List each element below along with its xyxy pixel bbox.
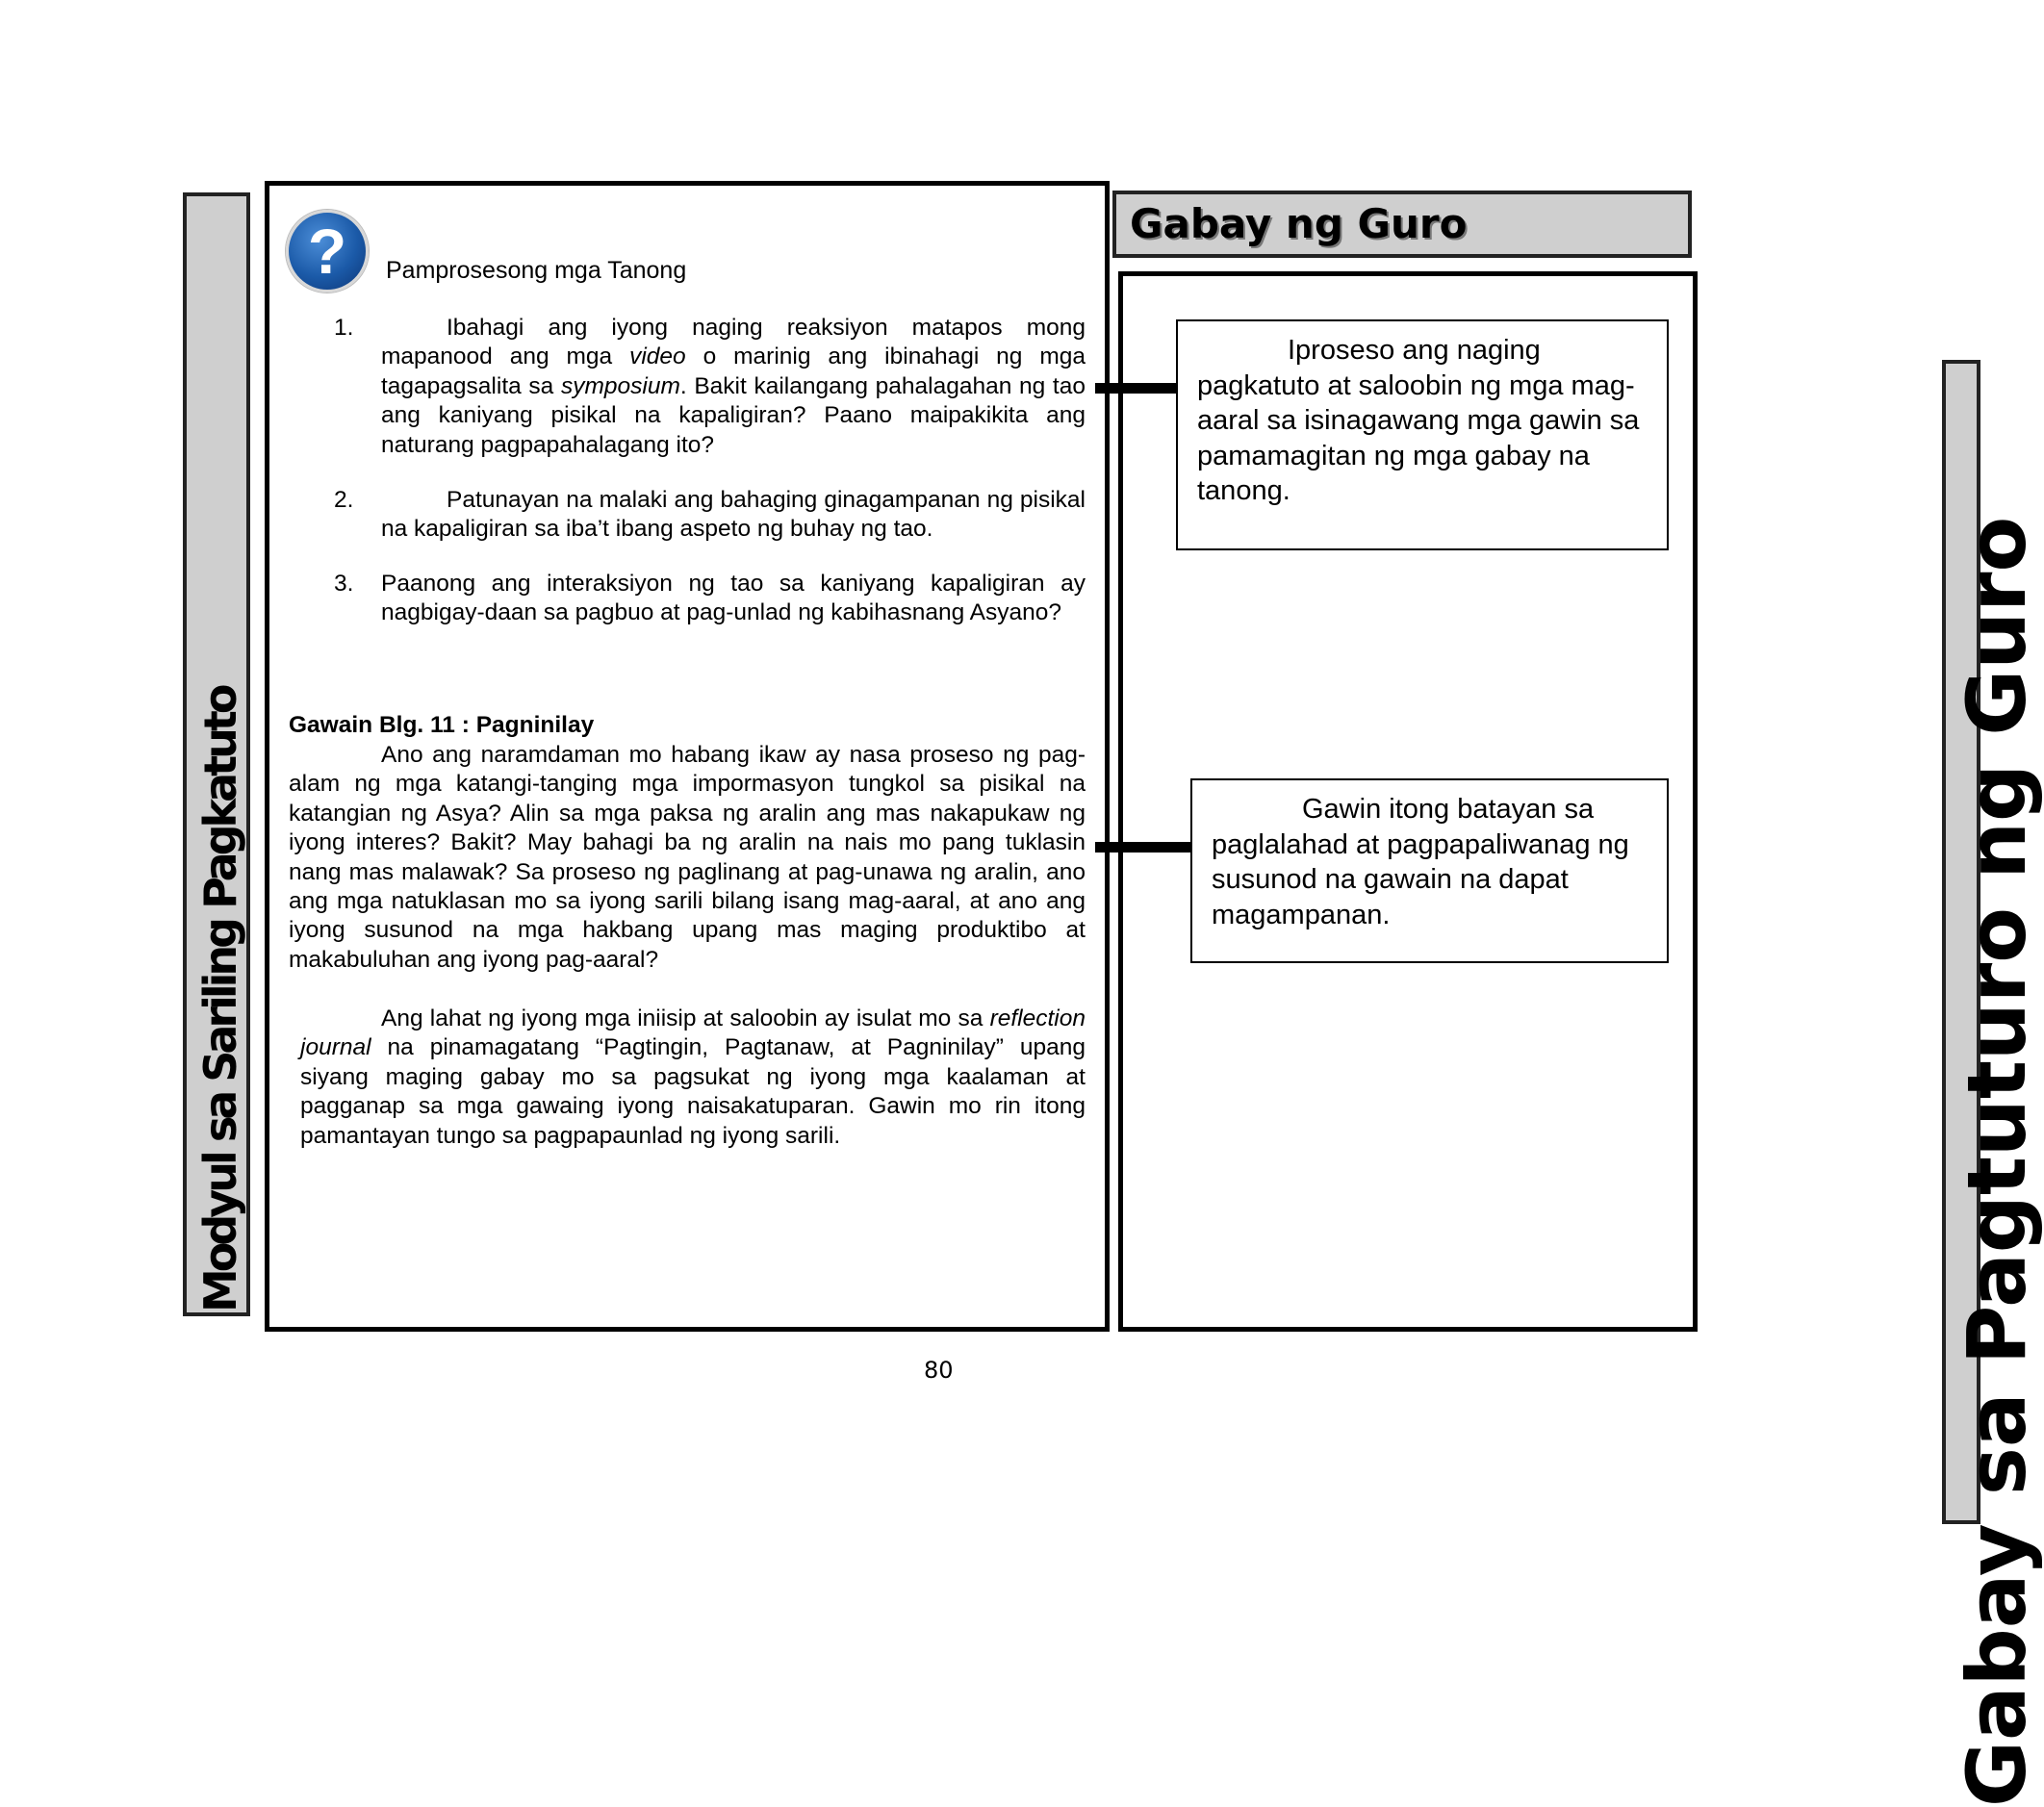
- section-title: Pamprosesong mga Tanong: [386, 257, 687, 284]
- question-2-number: 2.: [334, 487, 354, 513]
- question-1-part-c: . Bakit kailangang pahalagahan ng tao ang kaniyang pisikal na kapaligiran? Paano maipakikita ang naturang pagpapahalagang ito?: [381, 372, 1086, 458]
- question-3-number: 3.: [334, 571, 354, 597]
- question-3-text: Paanong ang interaksiyon ng tao sa kaniyang kapaligiran ay nagbigay-daan sa pagbuo at pag-unlad ng kabihasnang Asyano?: [381, 571, 1086, 626]
- question-1-part-a: Ibahagi ang iyong naging reaksiyon matapos mong mapanood ang mga: [381, 315, 1086, 370]
- teacher-guide-header: [1112, 191, 1692, 258]
- question-1-number: 1.: [334, 315, 354, 341]
- question-mark-icon: ?: [286, 210, 369, 293]
- teacher-note-2-text: Gawin itong batayan sa paglalahad at pagpapaliwanag ng susunod na gawain na dapat magampanan.: [1212, 794, 1629, 930]
- left-side-banner: [183, 192, 250, 1316]
- connector-line-2: [1095, 842, 1192, 853]
- activity-paragraph-2-end: na pinamagatang “Pagtingin, Pagtanaw, at Pagninilay” upang siyang maging gabay mo sa pagsukat ng iyong mga kaalaman at pagganap sa mga gawaing iyong naisakatuparan. Gawin mo rin itong pamantayan tungo sa pagpapaunlad ng iyong sarili.: [300, 1034, 1086, 1149]
- activity-paragraph-1: Ano ang naramdaman mo habang ikaw ay nasa proseso ng pag-alam ng mga katangi-tanging mga impormasyon tungkol sa pisikal na katangian ng Asya? Alin sa mga paksa ng aralin ang mas nakapukaw ng iyong interes? Bakit? May bahagi ba ng aralin na nais mo pang tuklasin nang mas malawak? Sa proseso ng paglinang at pag-unawa ng aralin, ano ang mga natuklasan mo sa iyong sarili bilang isang mag-aaral, at ano ang iyong susunod na mga hakbang upang mas maging produktibo at makabuluhan ang iyong pag-aaral?: [289, 742, 1086, 973]
- right-banner-label: Gabay sa Pagtuturo ng Guro: [1950, 516, 2044, 1807]
- left-banner-label: Modyul sa Sariling Pagkatuto: [194, 687, 246, 1312]
- teacher-note-1: [1176, 319, 1669, 550]
- activity-paragraph-2-italic: reflection journal: [300, 1005, 1086, 1061]
- page-number: 80: [924, 1357, 954, 1384]
- teacher-guide-header-label: Gabay ng Guro: [1130, 200, 1468, 247]
- connector-line-1: [1095, 383, 1178, 394]
- activity-paragraph-2: [300, 1005, 1086, 1151]
- question-1-italic-video: video: [629, 344, 686, 370]
- activity-paragraph-2-start: Ang lahat ng iyong mga iniisip at saloobin ay isulat mo sa: [381, 1005, 990, 1031]
- question-1-part-b: o marinig ang ibinahagi ng mga tagapagsalita sa: [381, 344, 1086, 399]
- teacher-note-1-text: Iproseso ang naging pagkatuto at saloobin ng mga mag-aaral sa isinagawang mga gawin sa pamamagitan ng mga gabay na tanong.: [1197, 335, 1640, 506]
- question-1-italic-symposium: symposium: [560, 372, 680, 399]
- teacher-note-2: [1190, 778, 1669, 963]
- question-2-text: Patunayan na malaki ang bahaging ginagampanan ng pisikal na kapaligiran sa iba’t ibang aspeto ng buhay ng tao.: [381, 487, 1086, 543]
- right-side-banner: [1942, 360, 2044, 1807]
- activity-title: Gawain Blg. 11 : Pagninilay: [289, 712, 595, 738]
- question-1-text: [381, 314, 1086, 460]
